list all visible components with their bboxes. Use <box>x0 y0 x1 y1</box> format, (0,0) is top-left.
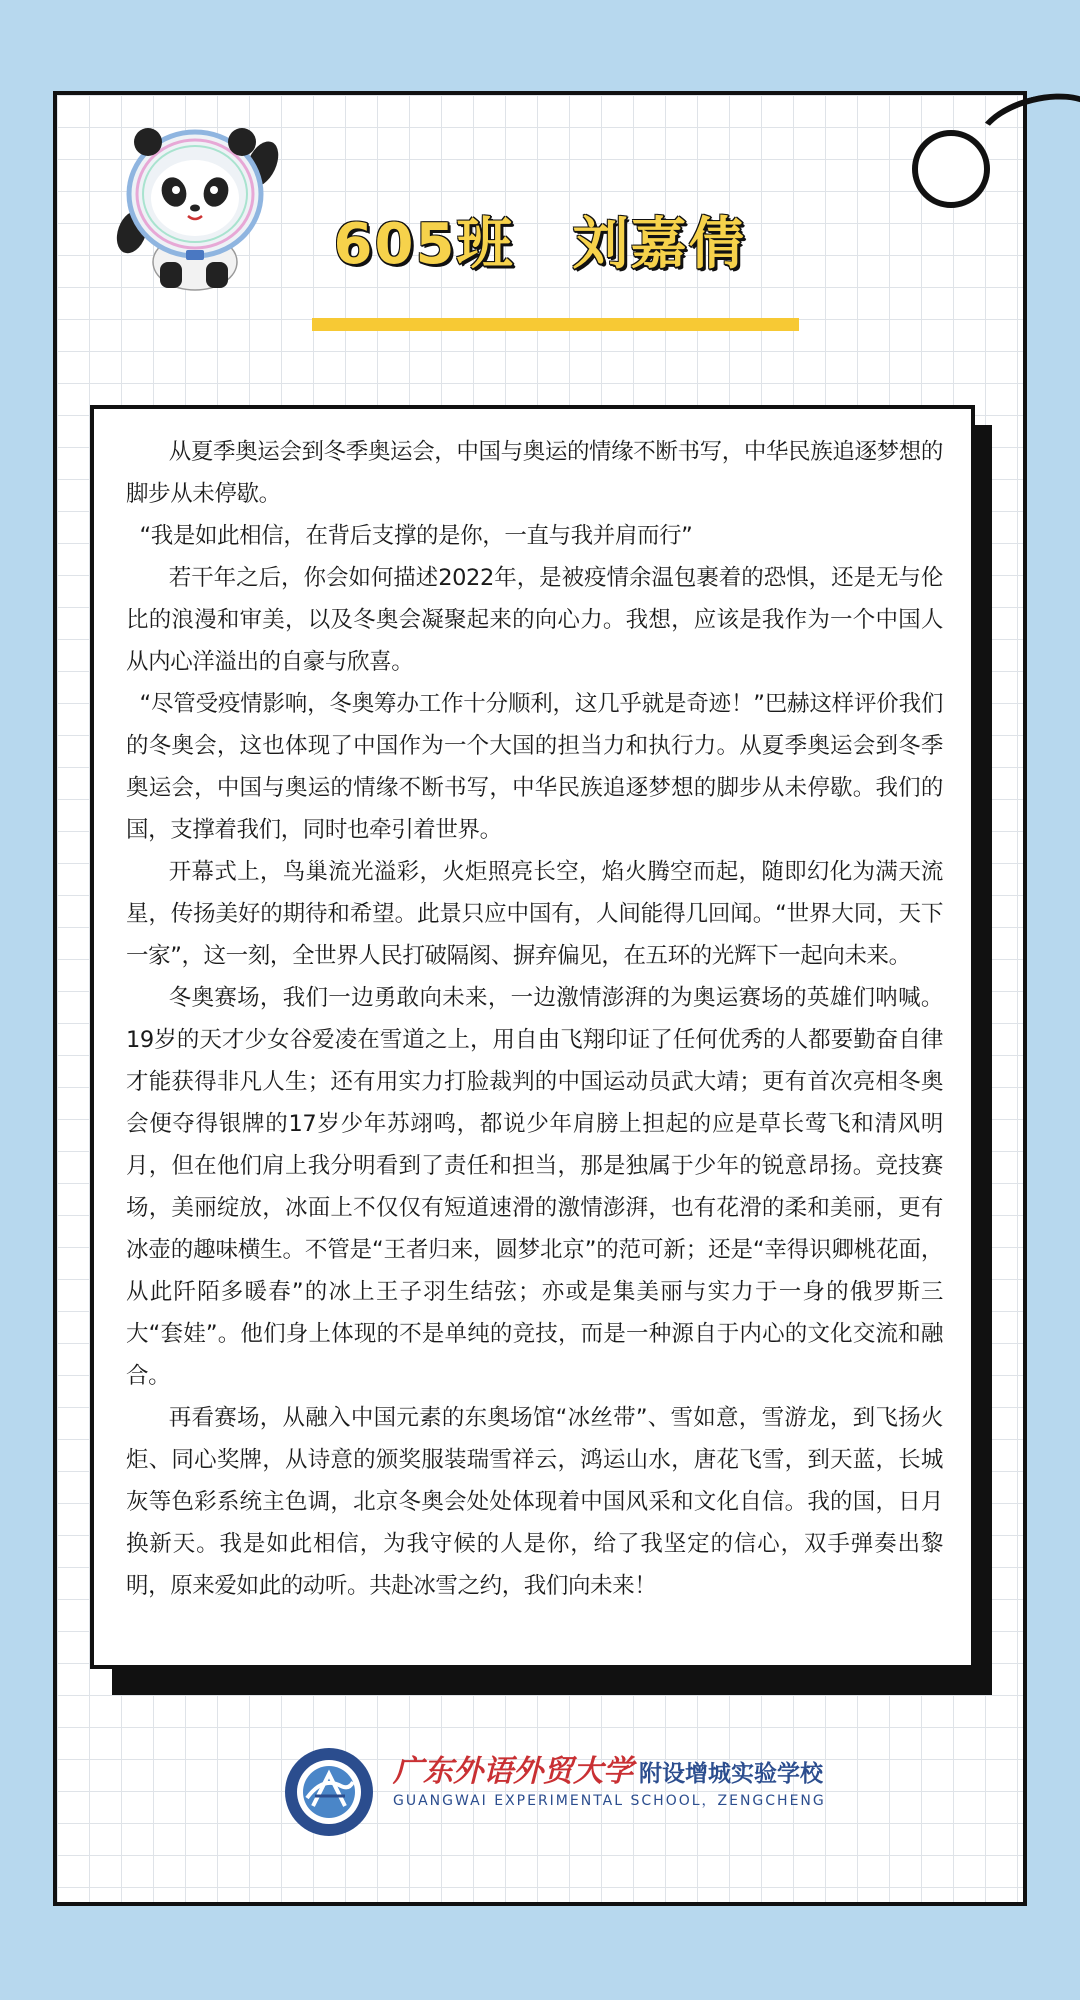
essay-paragraph: 从夏季奥运会到冬季奥运会，中国与奥运的情缘不断书写，中华民族追逐梦想的脚步从未停歇。 <box>126 439 943 507</box>
essay-paragraph: 冬奥赛场，我们一边勇敢向未来，一边激情澎湃的为奥运赛场的英雄们呐喊。19岁的天才少女谷爱凌在雪道之上，用自由飞翔印证了任何优秀的人都要勤奋自律才能获得非凡人生；还有用实力打脸裁判的中国运动员武大靖；更有首次亮相冬奥会便夺得银牌的17岁少年苏翊鸣，都说少年肩膀上担起的应是草长莺飞和清风明月，但在他们肩上我分明看到了责任和担当，那是独属于少年的锐意昂扬。竞技赛场，美丽绽放，冰面上不仅仅有短道速滑的激情澎湃，也有花滑的柔和美丽，更有冰壶的趣味横生。不管是“王者归来，圆梦北京”的范可新；还是“幸得识卿桃花面，从此阡陌多暖春”的冰上王子羽生结弦；亦或是集美丽与实力于一身的俄罗斯三大“套娃”。他们身上体现的不是单纯的竞技，而是一种源自于内心的文化交流和融合。 <box>126 985 943 1389</box>
school-footer <box>283 1746 843 1841</box>
essay-paragraph: “我是如此相信，在背后支撑的是你，一直与我并肩而行” <box>139 523 693 549</box>
title-underline <box>312 318 799 331</box>
school-name-cn <box>393 1746 823 1790</box>
essay-paragraph: 再看赛场，从融入中国元素的东奥场馆“冰丝带”、雪如意，雪游龙，到飞扬火炬、同心奖牌，从诗意的颁奖服装瑞雪祥云，鸿运山水，唐花飞雪，到天蓝，长城灰等色彩系统主色调，北京冬奥会处处体现着中国风采和文化自信。我的国，日月换新天。我是如此相信，为我守候的人是你，给了我坚定的信心，双手弹奏出黎明，原来爱如此的动听。共赴冰雪之约，我们向未来！ <box>126 1405 943 1599</box>
essay-card <box>90 405 975 1669</box>
essay-paragraph: “尽管受疫情影响，冬奥筹办工作十分顺利，这几乎就是奇迹！”巴赫这样评价我们的冬奥会，这也体现了中国作为一个大国的担当力和执行力。从夏季奥运会到冬季奥运会，中国与奥运的情缘不断书写，中华民族追逐梦想的脚步从未停歇。我们的国，支撑着我们，同时也牵引着世界。 <box>126 691 943 843</box>
essay-paragraph: 开幕式上，鸟巢流光溢彩，火炬照亮长空，焰火腾空而起，随即幻化为满天流星，传扬美好的期待和希望。此景只应中国有，人间能得几回闻。“世界大同，天下一家”，这一刻，全世界人民打破隔阂、摒弃偏见，在五环的光辉下一起向未来。 <box>126 859 943 969</box>
school-name-cn-main: 广东外语外贸大学 <box>393 1754 633 1789</box>
page-title: 605班 刘嘉倩 <box>333 212 747 277</box>
essay-paragraph: 若干年之后，你会如何描述2022年，是被疫情余温包裹着的恐惧，还是无与伦比的浪漫和审美，以及冬奥会凝聚起来的向心力。我想，应该是我作为一个中国人从内心洋溢出的自豪与欣喜。 <box>126 565 943 675</box>
binder-ring <box>912 130 990 208</box>
school-name-cn-suffix: 附设增城实验学校 <box>639 1761 823 1787</box>
school-name-en: GUANGWAI EXPERIMENTAL SCHOOL，ZENGCHENG <box>393 1793 826 1809</box>
school-emblem-icon <box>283 1746 375 1838</box>
